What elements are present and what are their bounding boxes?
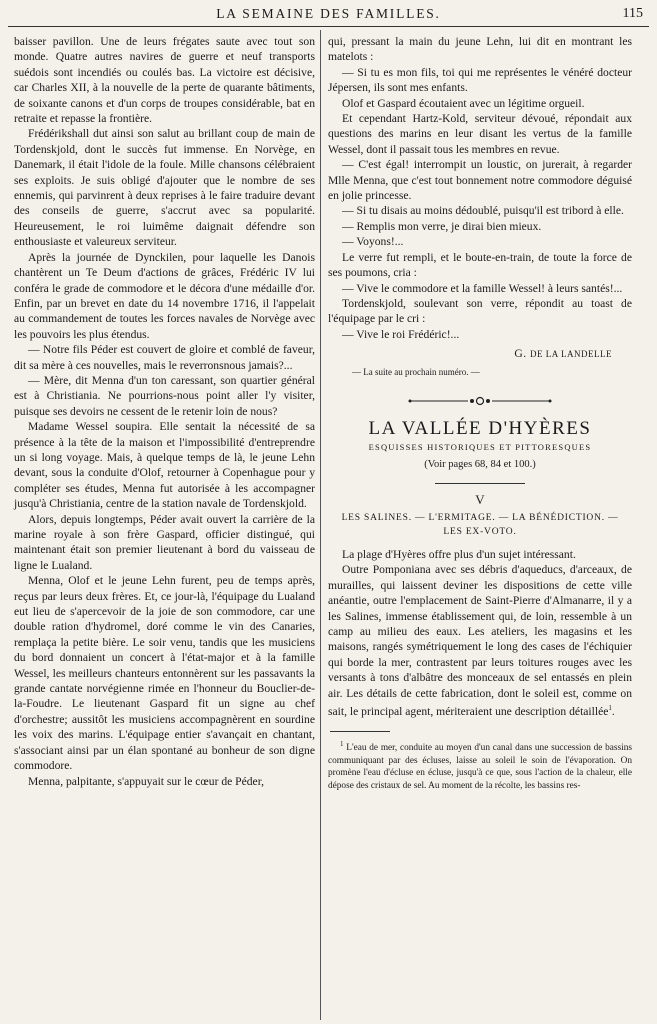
left-column (14, 34, 315, 789)
paragraph: Tordenskjold, soulevant son verre, répondit au toast de l'équipage par le cri : (328, 296, 632, 326)
article-subtitle: ESQUISSES HISTORIQUES ET PITTORESQUES (368, 441, 592, 452)
paragraph: Menna, palpitante, s'appuyait sur le cœur de Péder, (28, 774, 265, 788)
column-divider (320, 30, 321, 1020)
footnote-marker: 1 (340, 740, 344, 749)
footnote-text: L'eau de mer, conduite au moyen d'un canal dans une succession de bassins communiquant par des écluses, laisse au soleil le soin de l'évaporation. On promène l'eau d'écluse en écluse, jusqu'à ce que, sous l'action de la chaleur, elle dépose des cristaux de sel. Au moment de la récolte, les bassins res- (328, 743, 632, 791)
chapter-topics-line: LES EX-VOTO. (443, 526, 517, 537)
paragraph: Frédérikshall dut ainsi son salut au brillant coup de main de Tordenskjold, dont le succès fut immense. En Norvège, en Danemark, il était l'idole de la foule. Mille chansons célébraient ses exploits. Je suis obligé d'ajouter que le nombre de ses ennemis, qui parvinrent à deux reprises à le faire traduire devant des conseils de guerre, s'accrut avec sa popularité. Heureusement, le roi luimême daignait défendre son enthousiaste et valeureux serviteur. (14, 127, 315, 249)
paragraph: qui, pressant la main du jeune Lehn, lui dit en montrant les matelots : (328, 35, 632, 64)
paragraph: Olof et Gaspard écoutaient avec un légitime orgueil. (342, 96, 585, 110)
author-signature (328, 346, 632, 362)
paragraph: — C'est égal! interrompit un loustic, on jurerait, à regarder Mlle Menna, que c'est tout bonnement notre commodore déguisé en jolie princesse. (328, 158, 632, 203)
article-reference: (Voir pages 68, 84 et 100.) (424, 459, 536, 471)
author-name: DE LA LANDELLE (530, 349, 612, 360)
chapter-topics (328, 511, 632, 539)
paragraph: — Voyons!... (342, 235, 404, 249)
paragraph: La plage d'Hyères offre plus d'un sujet intéressant. (342, 547, 576, 561)
running-title: LA SEMAINE DES FAMILLES. (216, 6, 441, 21)
footnote (328, 738, 632, 792)
paragraph: — Si tu disais au moins dédoublé, puisqu'il est tribord à elle. (342, 204, 624, 218)
chapter-number: V (475, 491, 485, 507)
ornament-divider-icon (328, 394, 632, 411)
section-rule (435, 483, 525, 484)
paragraph: Et cependant Hartz-Kold, serviteur dévoué, répondait aux questions des marins en leur disant les vertus de la famille Wessel, dont il passait tous les membres en revue. (328, 112, 632, 156)
continued-note: — La suite au prochain numéro. — (352, 366, 480, 377)
paragraph: baisser pavillon. Une de leurs frégates saute avec tout son monde. Quatre autres navires de guerre et neuf transports suédois sont incendiés ou coulés bas. La victoire est décisive, car Charles XII, à la nouvelle de la perte de quarante bâtiments, de soixante canons et d'un corps de troupes considérable, bat en retraite et repasse la frontière. (14, 35, 315, 126)
chapter-topics-line: LES SALINES. — L'ERMITAGE. — LA BÉNÉDICTION. — (341, 512, 619, 523)
paragraph-text: Outre Pomponiana avec ses débris d'aqueducs, d'arceaux, de murailles, qui laissent deviner les dispositions de cette ville anéantie, outre l'emplacement de Saint-Pierre d'Almanarre, il y a les Salines, immense établissement qui, de loin, ressemble à un camp au milieu des eaux. Les ateliers, les magasins et les maisons, rangés symétriquement le long des cases de l'échiquier qui borde la mer, contrastent par leurs toitures rouges avec les versants à tons d'albâtre des monceaux de sel entassés en plein air. Les détails de cette fabrication, dont le soleil est, comme on sait, le principal agent, mériteraient une description détaillée (328, 563, 632, 718)
paragraph: Alors, depuis longtemps, Péder avait ouvert la carrière de la marine royale à son frère Gaspard, officier distingué, qui maintenant était son premier lieutenant à bord du vaisseau de ligne le Lualand. (14, 512, 315, 572)
paragraph: Outre Pomponiana avec ses débris d'aqueducs, d'arceaux, de murailles, qui laissent deviner les dispositions de cette ville anéantie, outre l'emplacement de Saint-Pierre d'Almanarre, il y a les Salines, immense établissement qui, de loin, ressemble à un camp au milieu des eaux. Les ateliers, les magasins et les maisons, rangés symétriquement le long des cases de l'échiquier qui borde la mer, contrastent par leurs toitures rouges avec les versants à tons d'albâtre des monceaux de sel entassés en plein air. Les détails de cette fabrication, dont le soleil est, comme on sait, le principal agent, mériteraient une description détaillée$^1$. (328, 563, 632, 718)
paragraph: — Vive le commodore et la famille Wessel! à leurs santés!... (342, 281, 623, 295)
paragraph: — Vive le roi Frédéric!... (342, 327, 460, 341)
paragraph: Le verre fut rempli, et le boute-en-train, de toute la force de ses poumons, cria : (328, 250, 632, 280)
right-column (328, 34, 632, 792)
paragraph: — Si tu es mon fils, toi qui me représentes le vénéré docteur Jépersen, ils sont mes enfants. (328, 65, 632, 95)
page-number: 115 (622, 6, 643, 21)
article-title: LA VALLÉE D'HYÈRES (368, 418, 592, 440)
footnote-rule (330, 731, 390, 732)
header-rule (8, 26, 649, 27)
paragraph: Madame Wessel soupira. Elle sentait la nécessité de sa présence à la tête de la maison et l'impossibilité d'entreprendre un si long voyage. Mais, à quelque temps de là, le jeune Lehn devant, sous la conduite d'Olof, retourner à Copenhague pour y compléter ses études, Menna fut autorisée à les accompagner jusqu'à Christiania, centre de la station navale de Tordenskjold. (14, 420, 315, 511)
paragraph: Après la journée de Dynckilen, pour laquelle les Danois chantèrent un Te Deum d'actions de grâces, Frédéric IV lui conféra le grade de commodore et le décora d'une médaille d'or. Enfin, par un brevet en date du 14 novembre 1716, il l'appelait au commandement de toutes les forces navales de Norvège avec les pouvoirs les plus étendus. (14, 250, 315, 341)
author-initial: G. (514, 347, 527, 361)
footnote-ref: 1 (608, 704, 612, 713)
paragraph: — Mère, dit Menna d'un ton caressant, son quartier général est à Christiania. Ne pourrions-nous point aller l'y visiter, puisque ses devoirs ne cessent de le retenir loin de nous? (14, 373, 315, 418)
paragraph: — Remplis mon verre, je dirai bien mieux. (342, 219, 542, 233)
page-header (0, 4, 657, 26)
paragraph: — Notre fils Péder est couvert de gloire et comblé de faveur, dit sa mère à ces nouvelles, mais le reverronsnous jamais?... (14, 343, 315, 372)
paragraph: Menna, Olof et le jeune Lehn furent, peu de temps après, reçus par leurs deux frères. Et, ce jour-là, l'équipage du Lualand eut lieu de s'apercevoir de la joie de son commodore, car une double ration d'hydromel, doré comme le vin des Canaries, remplaça la petite bière. Le soir venu, tandis que les musiciens du bord donnaient un concert à l'état-major et à la famille Wessel, les meilleurs chanteurs entonnèrent sur les passavants la grande cantate norvégienne rimée en l'honneur du Bouclier-de-la-Foudre. Le lieutenant Gaspard fit un signe au chef d'orchestre; aussitôt les musiciens accompagnèrent en sourdine les voix des marins. L'équipage entier s'avançait en chantant, s'associant ainsi par un élan spontané au bonheur de son digne commodore. (14, 574, 315, 773)
